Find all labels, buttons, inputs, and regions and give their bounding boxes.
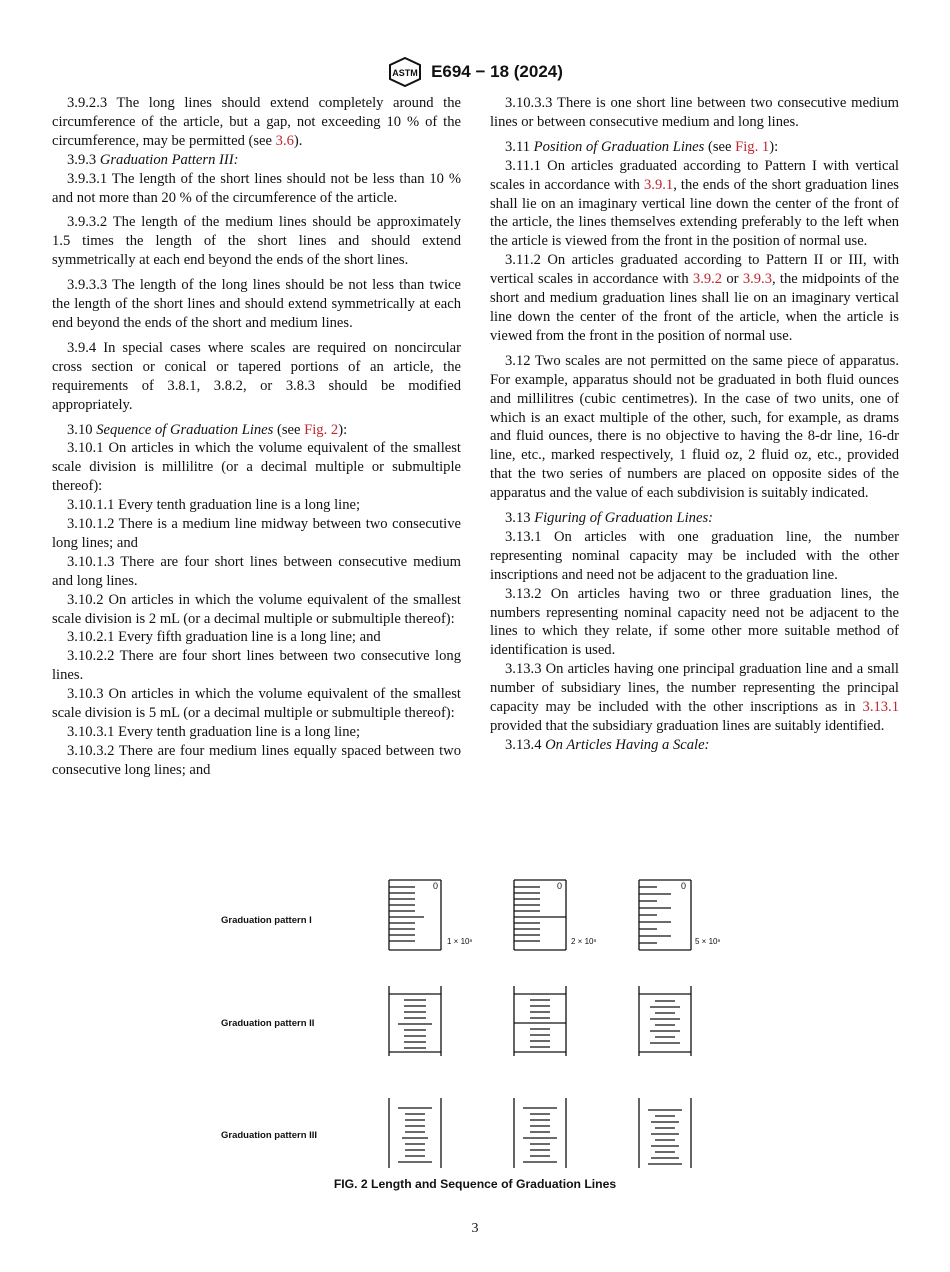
para-3-9-3: 3.9.3 Graduation Pattern III: (67, 151, 239, 168)
zero-label: 0 (557, 881, 563, 891)
left-column (52, 94, 461, 780)
para-3-13-1: 3.13.1 On articles with one graduation line, the number representing nominal capacity may be included with the other inscriptions and need not be adjacent to the graduation line. (490, 528, 899, 583)
figure-caption: FIG. 2 Length and Sequence of Graduation Lines (333, 1177, 617, 1191)
scale-pattern-3-col-1 (389, 1098, 441, 1168)
para-3-13: 3.13 Figuring of Graduation Lines: (505, 510, 713, 527)
para-3-10-1-1: 3.10.1.1 Every tenth graduation line is a long line; (67, 497, 361, 514)
para-3-13-3: 3.13.3 On articles having one principal graduation line and a small number of subsidiary lines, the number representing the principal capacity may be included with the other inscriptions as in 3.13.1 provided that the subsidiary graduation lines are suitably identified. (490, 661, 899, 734)
scale-pattern-2-col-3 (639, 986, 691, 1056)
scale-pattern-2-col-2 (514, 986, 566, 1056)
scale-pattern-3-col-2 (514, 1098, 566, 1168)
para-3-10-2-2: 3.10.2.2 There are four short lines between two consecutive long lines. (52, 648, 461, 684)
row-label-pattern-1: Graduation pattern I (221, 915, 312, 926)
para-3-11-1: 3.11.1 On articles graduated according to Pattern I with vertical scales in accordance with 3.9.1, the ends of the short graduation lines shall lie on an imaginary vertical line down the center of the front of the article, the lines themselves extending preferably to the left when the article is viewed from the front in the position of normal use. (490, 157, 899, 250)
ref-link[interactable]: 3.9.1 (644, 176, 674, 193)
para-3-10-3-1: 3.10.3.1 Every tenth graduation line is a long line; (67, 724, 361, 740)
zero-label: 0 (681, 881, 687, 891)
right-column (490, 94, 899, 755)
para-3-10-1-3: 3.10.1.3 There are four short lines between consecutive medium and long lines. (52, 553, 461, 589)
para-3-10-1: 3.10.1 On articles in which the volume equivalent of the smallest scale division is millilitre (or a decimal multiple or submultiple thereof): (52, 440, 461, 495)
ref-link[interactable]: 3.6 (275, 132, 294, 149)
zero-label: 0 (433, 881, 439, 891)
svg-text:ASTM: ASTM (392, 68, 418, 78)
row-label-pattern-2: Graduation pattern II (221, 1018, 315, 1029)
para-3-9-4: 3.9.4 In special cases where scales are required on noncircular cross section or conical or tapered portions of an article, the requirements of 3.8.1, 3.8.2, or 3.8.3 should be modified appropriately. (52, 339, 461, 413)
para-3-9-2-3: 3.9.2.3 The long lines should extend completely around the circumference of the article, but a gap, not exceeding 10 % of the circumference, may be permitted (see 3.6). (52, 95, 462, 149)
para-3-10-3-3: 3.10.3.3 There is one short line between two consecutive medium lines or between consecutive medium and long lines. (490, 95, 899, 130)
multiplier-2: 2 × 10ⁿ (571, 937, 597, 946)
scale-pattern-3-col-3 (639, 1098, 691, 1168)
para-3-12: 3.12 Two scales are not permitted on the same piece of apparatus. For example, apparatus should not be graduated in both fluid ounces and millilitres (cubic centimetres). In the case of two units, one of which is an exact multiple of the other, such, for example, as drams and fluid ounces, there is no objective to having the 8-dr line, 16-dr line, etc., marked respectively, 1 fluid oz, 2 fluid oz, etc., provided that the two series of numbers are placed on opposite sides of the apparatus and the value of each subdivision is suitably indicated. (490, 352, 899, 502)
ref-link[interactable]: Fig. 1 (735, 138, 770, 155)
ref-link[interactable]: 3.9.2 (692, 271, 723, 288)
para-3-11: 3.11 Position of Graduation Lines (see Fig. 1): (505, 138, 779, 155)
scale-pattern-2-col-1 (389, 986, 441, 1056)
designation-title: E694 − 18 (2024) (431, 62, 563, 81)
ref-link[interactable]: 3.13.1 (862, 699, 899, 716)
astm-logo-icon (387, 57, 423, 87)
para-3-11-2: 3.11.2 On articles graduated according to Pattern II or III, with vertical scales in accordance with 3.9.2 or 3.9.3, the midpoints of the short and medium graduation lines shall lie on an imaginary vertical line down the center of the front of the article, when the article is viewed from the front in the position of normal use. (490, 252, 899, 344)
ref-link[interactable]: 3.9.3 (742, 271, 772, 288)
multiplier-3: 5 × 10ⁿ (695, 937, 721, 946)
para-3-10-3: 3.10.3 On articles in which the volume equivalent of the smallest scale division is 5 mL (or a decimal multiple or submultiple thereof): (52, 686, 461, 722)
ref-link[interactable]: Fig. 2 (304, 421, 339, 438)
para-3-10-2-1: 3.10.2.1 Every fifth graduation line is a long line; and (67, 629, 381, 646)
page-number: 3 (471, 1221, 479, 1236)
page-header (0, 57, 950, 87)
para-3-13-4: 3.13.4 On Articles Having a Scale: (505, 736, 710, 753)
para-3-10-3-2: 3.10.3.2 There are four medium lines equally spaced between two consecutive long lines; and (52, 742, 461, 778)
para-3-10-1-2: 3.10.1.2 There is a medium line midway between two consecutive long lines; and (52, 516, 461, 551)
para-3-10-2: 3.10.2 On articles in which the volume equivalent of the smallest scale division is 2 mL (or a decimal multiple or submultiple thereof): (52, 591, 461, 627)
para-3-10: 3.10 Sequence of Graduation Lines (see Fig. 2): (67, 421, 348, 438)
graduation-figure (210, 872, 770, 1172)
para-3-13-2: 3.13.2 On articles having two or three graduation lines, the numbers representing nominal capacity need not be adjacent to the lines to which they relate, if some other more suitable method of identification is used. (490, 585, 899, 659)
para-3-9-3-2: 3.9.3.2 The length of the medium lines should be approximately 1.5 times the length of the short lines and should extend symmetrically at each end beyond the ends of the short lines. (52, 214, 462, 269)
para-3-9-3-3: 3.9.3.3 The length of the long lines should be not less than twice the length of the short lines and should extend symmetrically at each end beyond the ends of the short and medium lines. (52, 277, 461, 331)
multiplier-1: 1 × 10ⁿ (447, 937, 473, 946)
row-label-pattern-3: Graduation pattern III (221, 1130, 318, 1141)
para-3-9-3-1: 3.9.3.1 The length of the short lines should not be less than 10 % and not more than 20 % of the circumference of the article. (52, 170, 461, 206)
